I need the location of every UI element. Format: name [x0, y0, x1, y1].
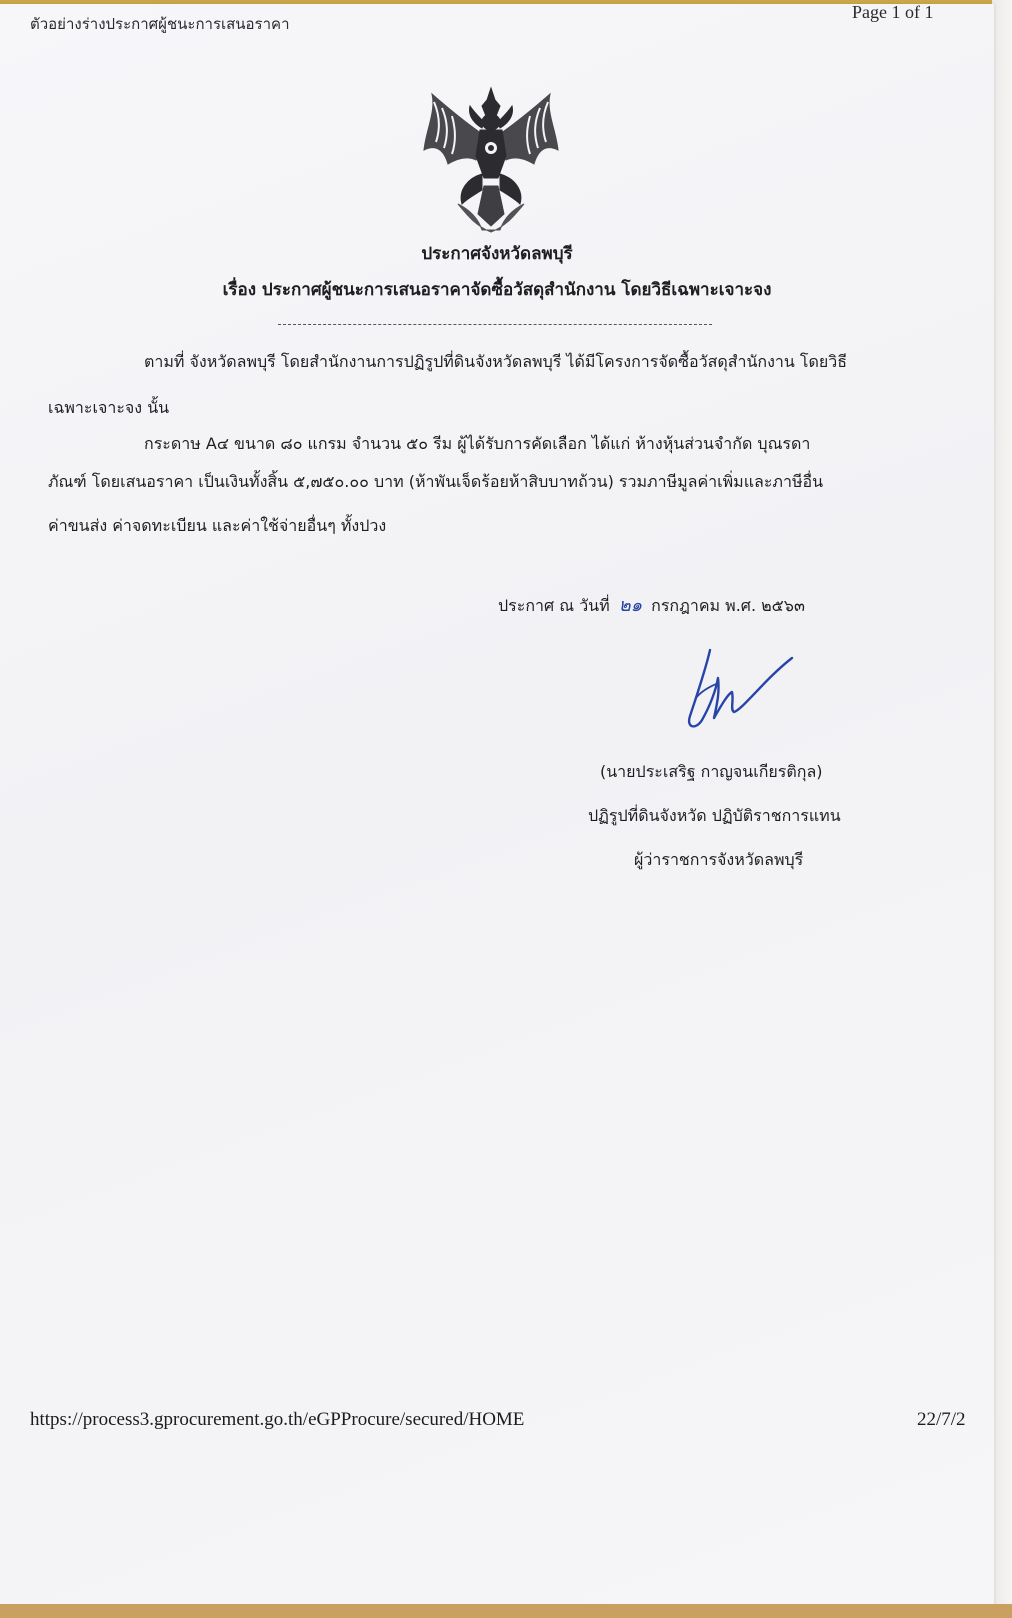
handwritten-signature-icon: [676, 638, 800, 738]
garuda-emblem-icon: [418, 86, 564, 236]
body-line: ตามที่ จังหวัดลพบุรี โดยสำนักงานการปฏิรูปที่ดินจังหวัดลพบุรี ได้มีโครงการจัดซื้อวัสดุสำนักงาน โดยวิธี: [144, 352, 848, 371]
announcement-date: [498, 590, 805, 619]
document-title: ประกาศจังหวัดลพบุรี: [421, 244, 573, 264]
body-line: เฉพาะเจาะจง นั้น: [48, 398, 170, 417]
print-header-title: ตัวอย่างร่างประกาศผู้ชนะการเสนอราคา: [30, 15, 290, 33]
print-footer-url: https://process3.gprocurement.go.th/eGPProcure/secured/HOME: [30, 1409, 525, 1430]
body-line: ภัณฑ์ โดยเสนอราคา เป็นเงินทั้งสิ้น ๕,๗๕๐.๐๐ บาท (ห้าพันเจ็ดร้อยห้าสิบบาทถ้วน) รวมภาษีมูลค่าเพิ่มและภาษีอื่น: [48, 472, 824, 491]
date-month-year: กรกฎาคม พ.ศ. ๒๕๖๓: [651, 596, 805, 615]
document-page: [0, 4, 994, 1604]
signatory-name: (นายประเสริฐ กาญจนเกียรติกุล): [600, 762, 823, 781]
document-subject: เรื่อง ประกาศผู้ชนะการเสนอราคาจัดซื้อวัสดุสำนักงาน โดยวิธีเฉพาะเจาะจง: [222, 280, 772, 300]
scan-edge-right: [992, 0, 1012, 1618]
body-line: ค่าขนส่ง ค่าจดทะเบียน และค่าใช้จ่ายอื่นๆ ทั้งปวง: [48, 516, 387, 535]
handwritten-day: ๒๑: [618, 595, 643, 616]
signatory-position: ปฏิรูปที่ดินจังหวัด ปฏิบัติราชการแทน: [588, 806, 841, 825]
page-number: Page 1 of 1: [852, 2, 934, 22]
date-prefix: ประกาศ ณ วันที่: [498, 596, 610, 615]
signatory-position-acting-for: ผู้ว่าราชการจังหวัดลพบุรี: [634, 850, 804, 869]
body-line: กระดาษ A๔ ขนาด ๘๐ แกรม จำนวน ๕๐ รีม ผู้ได้รับการคัดเลือก ได้แก่ ห้างหุ้นส่วนจำกัด บุณรดา: [144, 434, 811, 453]
print-footer-date: 22/7/2: [917, 1409, 966, 1430]
title-divider: [278, 324, 712, 325]
scan-edge-bottom: [0, 1604, 1012, 1618]
